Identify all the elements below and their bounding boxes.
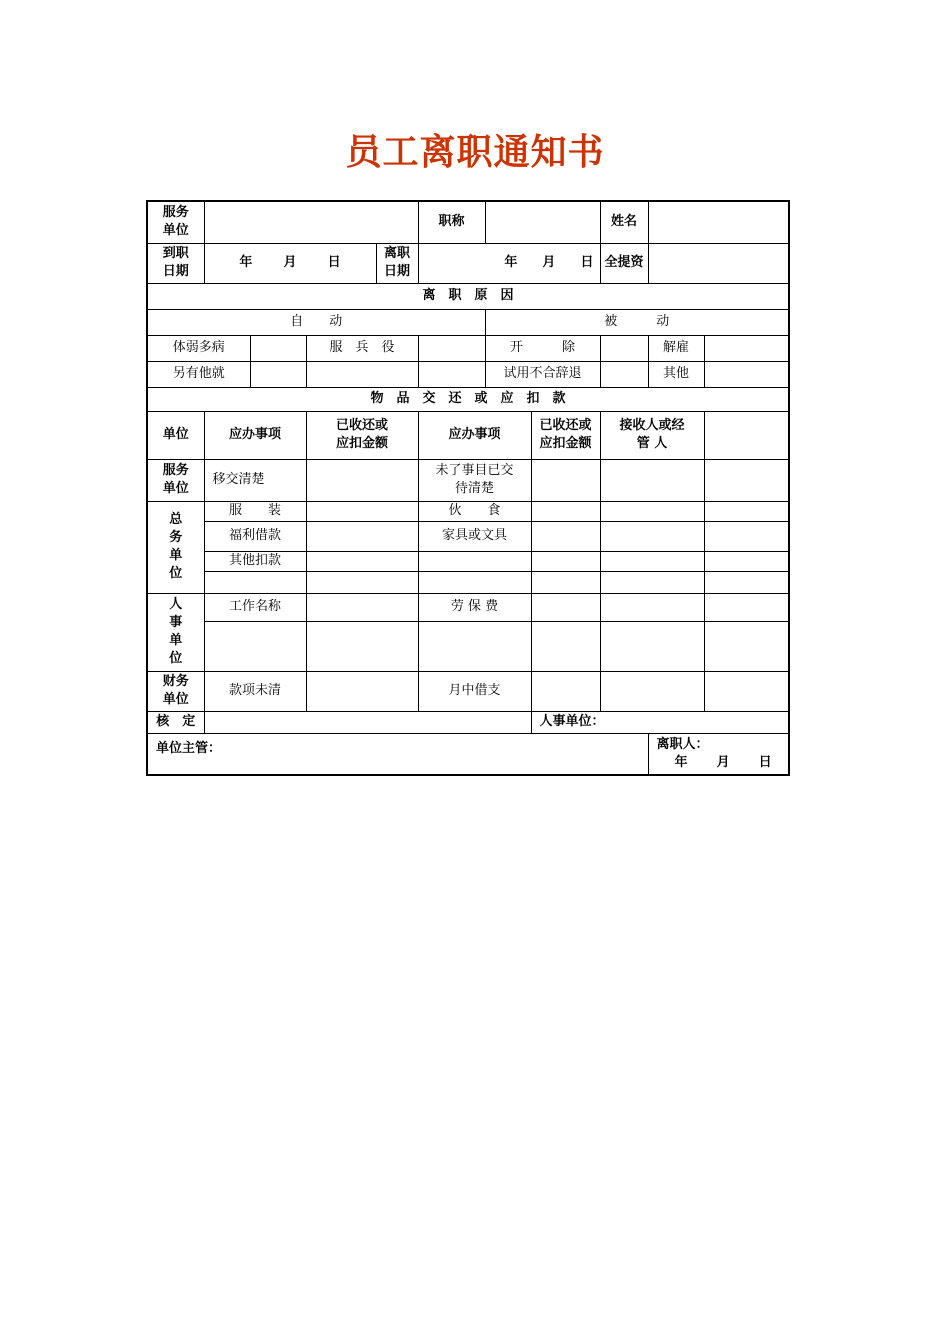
receiver-other[interactable]: [600, 551, 704, 571]
reason-layoff: 解雇: [648, 335, 704, 361]
month-label: 月: [542, 255, 556, 270]
service-unit-field[interactable]: [204, 201, 418, 243]
label-leave-date: 离职 日期: [376, 243, 418, 283]
full-salary-field[interactable]: [648, 243, 789, 283]
reasons-section-title: 离 职 原 因: [147, 283, 789, 309]
unit-service: 服务 单位: [147, 459, 204, 501]
hr-unit-signature[interactable]: 人事单位：: [531, 711, 789, 733]
unit-general: 总 务 单 位: [147, 501, 204, 593]
reason-other-job: 另有他就: [147, 361, 250, 387]
amount-work-name[interactable]: [306, 593, 418, 621]
unit-supervisor-signature[interactable]: 单位主管：: [147, 733, 648, 775]
amount-unsettled[interactable]: [306, 671, 418, 711]
task-meals: 伙 食: [418, 501, 531, 521]
reason-probation-fail: 试用不合辞退: [485, 361, 600, 387]
reason-dismissal-check[interactable]: [600, 335, 648, 361]
amount-welfare-loan[interactable]: [306, 521, 418, 551]
task-blank[interactable]: [418, 551, 531, 571]
items-section-title: 物 品 交 还 或 应 扣 款: [147, 387, 789, 411]
amount-hr-blank[interactable]: [306, 621, 418, 671]
amount-other-deduction[interactable]: [306, 551, 418, 571]
extra-service[interactable]: [704, 459, 789, 501]
amount-blank-2[interactable]: [306, 571, 418, 593]
amount-blank-3[interactable]: [531, 571, 600, 593]
extra-uniform[interactable]: [704, 501, 789, 521]
amount-hr-blank-2[interactable]: [531, 621, 600, 671]
reason-blank[interactable]: [306, 361, 418, 387]
month-label: 月: [283, 255, 297, 270]
label-job-title: 职称: [418, 201, 485, 243]
task-handover: 移交清楚: [204, 459, 306, 501]
resignee-signature[interactable]: [648, 733, 789, 775]
receiver-service[interactable]: [600, 459, 704, 501]
task-other-deduction: 其他扣款: [204, 551, 306, 571]
task-monthly-advance: 月中借支: [418, 671, 531, 711]
resignation-form: [146, 200, 790, 776]
col-task-2: 应办事项: [418, 411, 531, 459]
day-label: 日: [580, 255, 594, 270]
unit-finance: 财务 单位: [147, 671, 204, 711]
task-unfinished: 未了事目已交 待清楚: [418, 459, 531, 501]
amount-handover[interactable]: [306, 459, 418, 501]
amount-labor-insurance[interactable]: [531, 593, 600, 621]
label-service-unit: 服务 单位: [147, 201, 204, 243]
reason-layoff-check[interactable]: [704, 335, 789, 361]
reason-probation-fail-check[interactable]: [600, 361, 648, 387]
task-blank-2[interactable]: [204, 571, 306, 593]
label-verify: 核 定: [147, 711, 204, 733]
unit-hr: 人 事 单 位: [147, 593, 204, 671]
leave-date-field[interactable]: [418, 243, 600, 283]
resignee-label: 离职人：: [656, 736, 709, 752]
extra-hr[interactable]: [704, 593, 789, 621]
amount-meals[interactable]: [531, 501, 600, 521]
extra-finance[interactable]: [704, 671, 789, 711]
reason-other-check[interactable]: [704, 361, 789, 387]
page-title: 员工离职通知书: [345, 131, 605, 173]
receiver-hr-blank[interactable]: [600, 621, 704, 671]
col-task: 应办事项: [204, 411, 306, 459]
extra-other[interactable]: [704, 551, 789, 571]
start-date-field[interactable]: [204, 243, 376, 283]
col-amount: 已收还或 应扣金额: [306, 411, 418, 459]
amount-monthly-advance[interactable]: [531, 671, 600, 711]
reason-military-service: 服 兵 役: [306, 335, 418, 361]
extra-hr-blank[interactable]: [704, 621, 789, 671]
receiver-finance[interactable]: [600, 671, 704, 711]
col-unit: 单位: [147, 411, 204, 459]
reason-dismissal: 开 除: [485, 335, 600, 361]
label-start-date: 到职 日期: [147, 243, 204, 283]
receiver-uniform[interactable]: [600, 501, 704, 521]
day-label: 日: [327, 255, 341, 270]
reason-other: 其他: [648, 361, 704, 387]
reason-military-service-check[interactable]: [418, 335, 485, 361]
label-name: 姓名: [600, 201, 648, 243]
reason-weak-health: 体弱多病: [147, 335, 250, 361]
reason-other-job-check[interactable]: [250, 361, 306, 387]
name-field[interactable]: [648, 201, 789, 243]
receiver-hr[interactable]: [600, 593, 704, 621]
extra-blank[interactable]: [704, 571, 789, 593]
col-amount-2: 已收还或 应扣金额: [531, 411, 600, 459]
reason-blank-check[interactable]: [418, 361, 485, 387]
involuntary-header: 被 动: [485, 309, 789, 335]
voluntary-header: 自 动: [147, 309, 485, 335]
task-labor-insurance: 劳 保 费: [418, 593, 531, 621]
task-furniture: 家具或文具: [418, 521, 531, 551]
receiver-welfare[interactable]: [600, 521, 704, 551]
day-label: 日: [758, 754, 772, 770]
label-full-salary: 全提资: [600, 243, 648, 283]
col-receiver: 接收人或经 管 人: [600, 411, 704, 459]
reason-weak-health-check[interactable]: [250, 335, 306, 361]
amount-furniture[interactable]: [531, 521, 600, 551]
col-extra: [704, 411, 789, 459]
amount-blank[interactable]: [531, 551, 600, 571]
task-welfare-loan: 福利借款: [204, 521, 306, 551]
task-hr-blank[interactable]: [204, 621, 306, 671]
year-label: 年: [504, 255, 518, 270]
job-title-field[interactable]: [485, 201, 600, 243]
task-unsettled: 款项未清: [204, 671, 306, 711]
year-label: 年: [239, 255, 253, 270]
extra-welfare[interactable]: [704, 521, 789, 551]
receiver-blank[interactable]: [600, 571, 704, 593]
task-hr-blank-2[interactable]: [418, 621, 531, 671]
verify-field[interactable]: [204, 711, 531, 733]
amount-uniform[interactable]: [306, 501, 418, 521]
year-label: 年: [674, 754, 688, 770]
task-uniform: 服 装: [204, 501, 306, 521]
month-label: 月: [716, 754, 730, 770]
task-blank-3[interactable]: [418, 571, 531, 593]
amount-unfinished[interactable]: [531, 459, 600, 501]
task-work-name: 工作名称: [204, 593, 306, 621]
